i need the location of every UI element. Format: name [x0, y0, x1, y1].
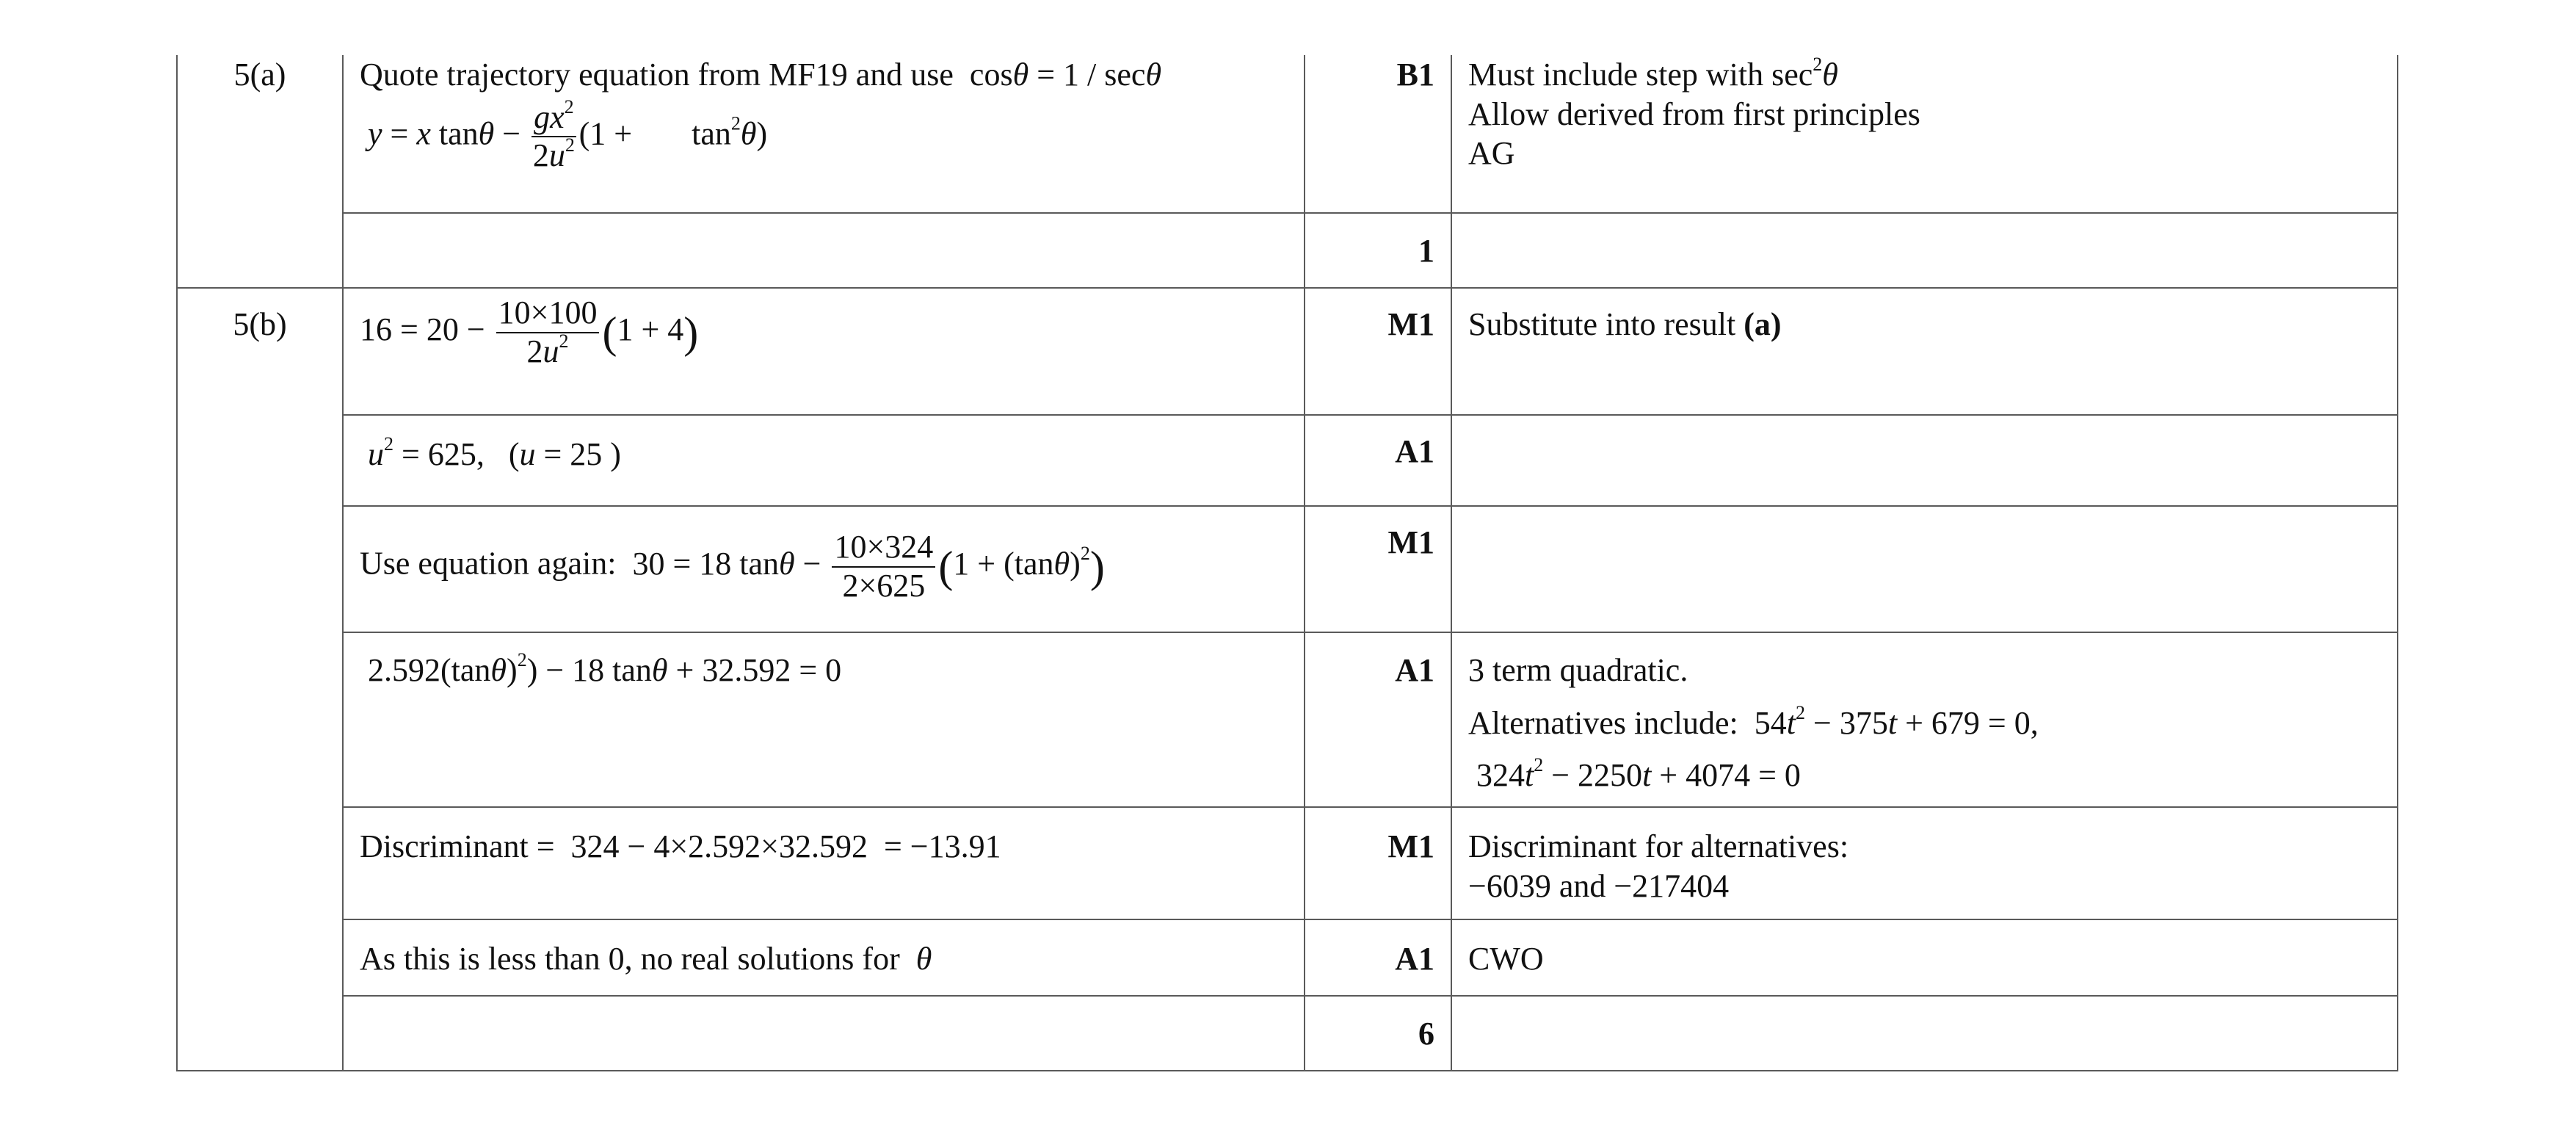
- guidance-line: Substitute into result: [1468, 306, 1736, 342]
- question-number-5b: 5(b): [177, 288, 343, 1071]
- mark-cell: A1: [1305, 919, 1451, 996]
- quadratic-equation: $2.592(\tan\theta)^2) - 18$ tanθ + 32.592 = 0: [360, 649, 842, 688]
- fraction: $\frac{gx^2}{2u^2}$: [532, 95, 575, 174]
- mark-cell: A1: [1305, 632, 1451, 807]
- question-number-5a: 5(a): [177, 55, 343, 288]
- guidance-cell: Must include step with $\sec^2\theta$ Allow derived from first principles AG: [1451, 55, 2398, 213]
- guidance-line: Alternatives include:: [1468, 704, 1738, 741]
- alternative-equation-2: $324t^2 - 2250t + 4074 = 0$: [1468, 754, 1801, 794]
- mark-cell: M1: [1305, 288, 1451, 415]
- guidance-line: Must include step with sec: [1468, 57, 1813, 93]
- trajectory-equation: y = x tanθ − $\frac{gx^2}{2u^2}$ $(1 + \tan^2\theta)$: [368, 95, 768, 174]
- answer-cell: [343, 506, 1305, 632]
- answer-cell: [343, 632, 1305, 807]
- row-5b-m1-discriminant: [177, 807, 2398, 919]
- mark-cell: M1: [1305, 506, 1451, 632]
- row-5b-total: [177, 996, 2398, 1071]
- guidance-cell: CWO: [1451, 919, 2398, 996]
- answer-cell: [343, 807, 1305, 919]
- guidance-line: 3 term quadratic.: [1468, 652, 1688, 688]
- guidance-ref: (a): [1744, 306, 1782, 342]
- u-squared-result: $u^2 = 625$, (u = 25 ): [368, 433, 621, 472]
- answer-text: Quote trajectory equation from MF19 and use: [360, 57, 954, 93]
- guidance-line: AG: [1468, 135, 1515, 172]
- answer-text: Discriminant =: [360, 828, 555, 864]
- row-5b-m1: [177, 288, 2398, 415]
- answer-cell: [343, 415, 1305, 506]
- mark-cell: B1: [1305, 55, 1451, 213]
- discriminant-calc: 324 − 4×2.592×32.592 = −13.91: [562, 828, 1001, 864]
- guidance-cell: [1451, 288, 2398, 415]
- answer-cell: [343, 288, 1305, 415]
- row-5b-a1-conclusion: [177, 919, 2398, 996]
- mark-scheme-table: [176, 55, 2398, 1071]
- answer-cell: [343, 996, 1305, 1071]
- guidance-cell: [1451, 996, 2398, 1071]
- guidance-line: Discriminant for alternatives:: [1468, 828, 1849, 864]
- guidance-cell: [1451, 632, 2398, 807]
- guidance-line: −6039 and −217404: [1468, 867, 1730, 904]
- second-substitution-equation: 30 = 18 tanθ − $\frac{10\times 324}{2\times 625}$ $(1 + (\tan\theta)^2)$: [624, 529, 1105, 604]
- row-5b-a1-quadratic: [177, 632, 2398, 807]
- fraction: $\frac{10\times 100}{2u^2}$: [496, 294, 600, 370]
- row-5b-m1-second: [177, 506, 2398, 632]
- answer-text: As this is less than 0, no real solutions for: [360, 941, 900, 977]
- mark-cell: A1: [1305, 415, 1451, 506]
- alternative-equation-1: $54t^2 - 375t + 679 = 0$,: [1746, 701, 2039, 741]
- total-mark-cell: 1: [1305, 213, 1451, 288]
- answer-cell: [343, 213, 1305, 288]
- total-mark-cell: 6: [1305, 996, 1451, 1071]
- row-5a-total: [177, 213, 2398, 288]
- answer-text: Use equation again:: [360, 545, 617, 582]
- identity-formula: cosθ = 1 / secθ: [961, 57, 1162, 93]
- guidance-line: Allow derived from first principles: [1468, 95, 1920, 132]
- fraction: $\frac{10\times 324}{2\times 625}$: [832, 529, 935, 604]
- theta-symbol: θ: [915, 941, 932, 977]
- answer-cell: [343, 919, 1305, 996]
- guidance-cell: [1451, 807, 2398, 919]
- guidance-cell: [1451, 506, 2398, 632]
- mark-cell: M1: [1305, 807, 1451, 919]
- row-5a-b1: [177, 55, 2398, 213]
- substitution-equation: 16 = 20 − $\frac{10\times 100}{2u^2}$ (1 + 4): [360, 294, 699, 369]
- row-5b-a1: [177, 415, 2398, 506]
- guidance-cell: [1451, 415, 2398, 506]
- answer-cell: [343, 55, 1305, 213]
- guidance-cell: [1451, 213, 2398, 288]
